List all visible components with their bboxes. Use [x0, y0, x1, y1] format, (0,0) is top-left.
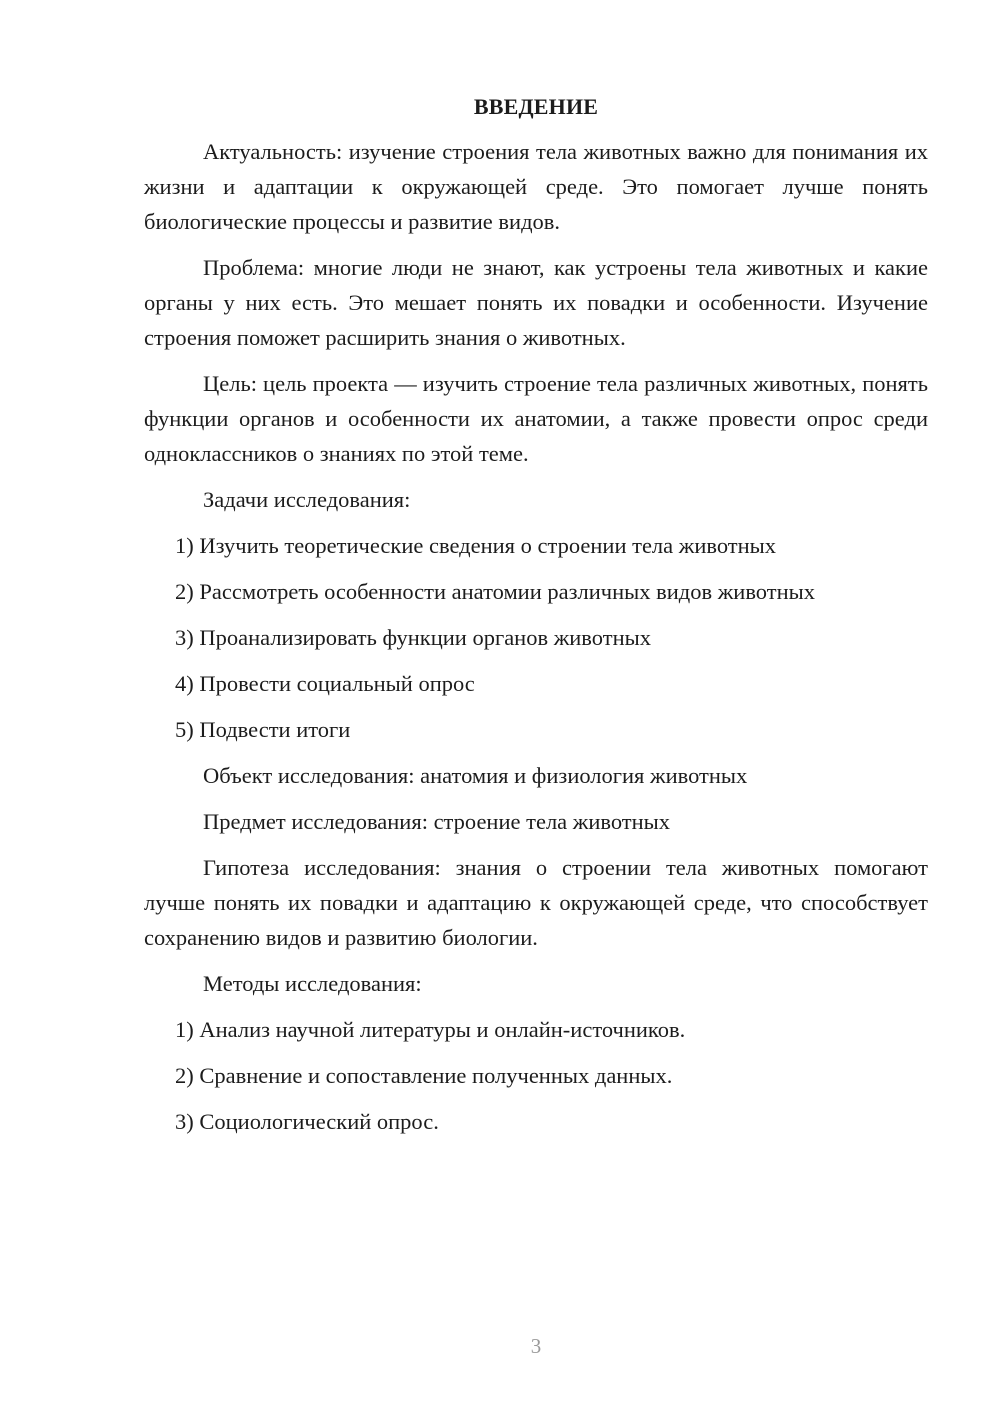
task-item: 5) Подвести итоги [175, 717, 351, 742]
problem-paragraph: Проблема: многие люди не знают, как устроены тела животных и какие органы у них есть. Это мешает понять их повадки и особенности. Изучение строения поможет расширить знания о животных. [144, 255, 928, 350]
task-item: 1) Изучить теоретические сведения о строении тела животных [175, 533, 777, 558]
task-item: 2) Рассмотреть особенности анатомии различных видов животных [175, 579, 815, 604]
tasks-heading: Задачи исследования: [203, 487, 411, 512]
methods-heading: Методы исследования: [203, 971, 422, 996]
section-title: ВВЕДЕНИЕ [473, 94, 599, 119]
method-item: 1) Анализ научной литературы и онлайн-источников. [175, 1017, 686, 1042]
page-content [144, 94, 928, 1150]
method-item: 3) Социологический опрос. [175, 1109, 439, 1134]
method-item: 2) Сравнение и сопоставление полученных данных. [175, 1063, 673, 1088]
hypothesis-paragraph: Гипотеза исследования: знания о строении тела животных помогают лучше понять их повадки и адаптацию к окружающей среде, что способствует сохранению видов и развитию биологии. [144, 855, 928, 950]
relevance-paragraph: Актуальность: изучение строения тела животных важно для понимания их жизни и адаптации к окружающей среде. Это помогает лучше понять биологические процессы и развитие видов. [144, 139, 928, 234]
task-item: 4) Провести социальный опрос [175, 671, 475, 696]
task-item: 3) Проанализировать функции органов животных [175, 625, 651, 650]
goal-paragraph: Цель: цель проекта — изучить строение тела различных животных, понять функции органов и особенности их анатомии, а также провести опрос среди одноклассников о знаниях по этой теме. [144, 371, 928, 466]
page-number: 3 [530, 1334, 542, 1358]
research-object: Объект исследования: анатомия и физиология животных [203, 763, 748, 788]
research-subject: Предмет исследования: строение тела животных [203, 809, 671, 834]
